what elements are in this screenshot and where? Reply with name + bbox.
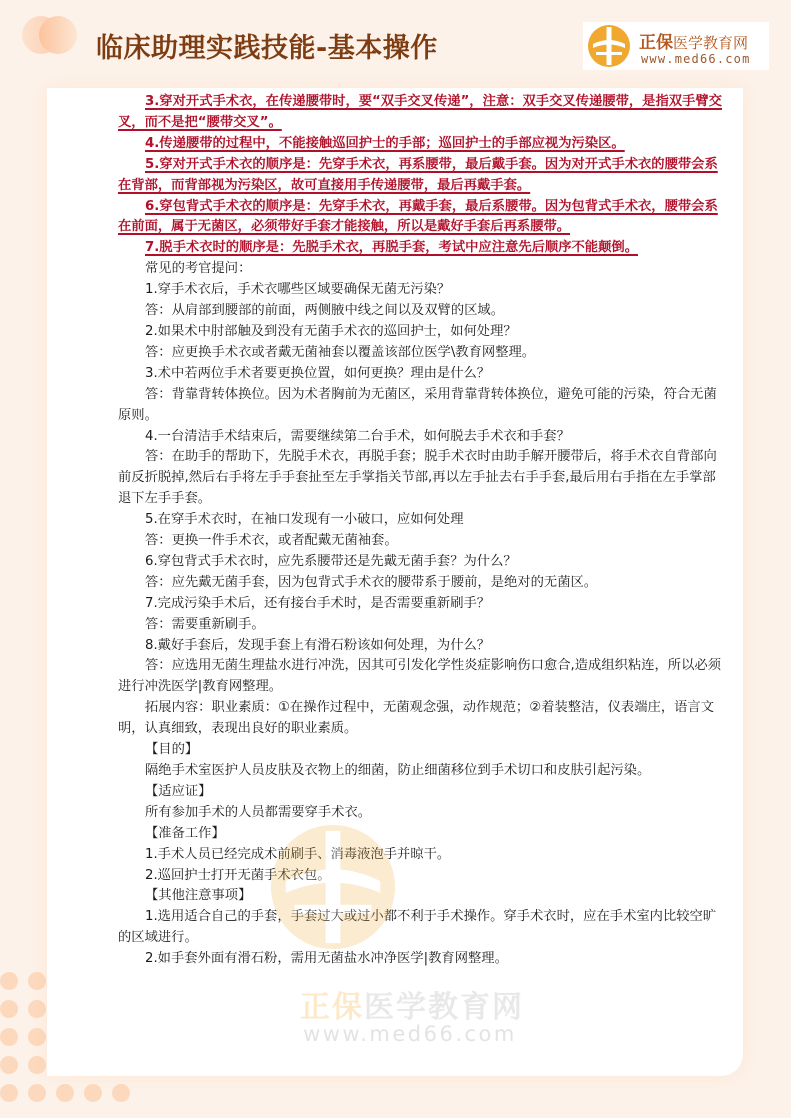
answer: 答：应先戴无菌手套，因为包背式手术衣的腰带系于腰前，是绝对的无菌区。 <box>145 574 598 590</box>
brand-logo <box>583 22 769 70</box>
question: 7.完成污染手术后，还有接台手术时，是否需要重新刷手？ <box>145 595 491 611</box>
highlighted-note: 7.脱手术衣时的顺序是：先脱手术衣，再脱手套，考试中应注意先后顺序不能颠倒。 <box>145 240 638 256</box>
section-text: 所有参加手术的人员都需要穿手术衣。 <box>145 804 372 820</box>
question: 2.如果术中肘部触及到没有无菌手术衣的巡回护士，如何处理？ <box>145 323 517 339</box>
logo-brand-text: 正保医学教育网 <box>639 33 749 53</box>
section-heading-indications: 【适应证】 <box>145 783 212 799</box>
section-text: 隔绝手术室医护人员皮肤及衣物上的细菌，防止细菌移位到手术切口和皮肤引起污染。 <box>145 763 651 778</box>
question: 3.术中若两位手术者要更换位置，如何更换？理由是什么？ <box>145 365 491 381</box>
question: 8.戴好手套后，发现手套上有滑石粉该如何处理，为什么？ <box>145 637 491 653</box>
section-text: 1.选用适合自己的手套，手套过大或过小都不利于手术操作。穿手术衣时，应在手术室内比较空旷的区域进行。 <box>118 909 717 946</box>
section-heading-precautions: 【其他注意事项】 <box>145 888 252 904</box>
highlighted-note: 5.穿对开式手术衣的顺序是：先穿手术衣，再系腰带，最后戴手套。因为对开式手术衣的腰带会系在背部，而背部视为污染区，故可直接用手传递腰带，最后再戴手套。 <box>118 156 718 193</box>
highlighted-note: 6.穿包背式手术衣的顺序是：先穿手术衣，再戴手套，最后系腰带。因为包背式手术衣，腰带会系在前面，属于无菌区，必须带好手套才能接触，所以是戴好手套后再系腰带。 <box>118 198 718 235</box>
document-card <box>47 88 743 1076</box>
answer: 答：从肩部到腰部的前面，两侧腋中线之间以及双臂的区域。 <box>145 303 505 319</box>
highlighted-note: 3.穿对开式手术衣，在传递腰带时，要“双手交叉传递”，注意：双手交叉传递腰带，是指双手臂交叉，而不是把“腰带交叉”。 <box>118 94 722 130</box>
section-text: 2.巡回护士打开无菌手术衣包。 <box>145 867 331 883</box>
answer: 答：更换一件手术衣，或者配戴无菌袖套。 <box>145 533 398 549</box>
highlighted-note: 4.传递腰带的过程中，不能接触巡回护士的手部；巡回护士的手部应视为污染区。 <box>145 135 625 151</box>
page-title: 临床助理实践技能-基本操作 <box>96 33 438 64</box>
section-text: 1.手术人员已经完成术前刷手、消毒液泡手并晾干。 <box>145 846 451 862</box>
logo-emblem-icon <box>587 24 631 68</box>
document-body <box>118 92 724 970</box>
section-heading-purpose: 【目的】 <box>145 742 199 758</box>
decorative-circles <box>22 16 82 56</box>
section-heading-preparation: 【准备工作】 <box>145 825 225 841</box>
watermark: 正保医学教育网 www.med66.com <box>300 990 524 1046</box>
qa-heading: 常见的考官提问： <box>145 261 252 277</box>
answer: 答：应更换手术衣或者戴无菌袖套以覆盖该部位医学\教育网整理。 <box>145 344 536 360</box>
extension-content: 拓展内容：职业素质：①在操作过程中，无菌观念强，动作规范；②着装整洁，仪表端庄，语言文明，认真细致，表现出良好的职业素质。 <box>118 700 715 737</box>
section-text: 2.如手套外面有滑石粉，需用无菌盐水冲净医学|教育网整理。 <box>145 951 508 967</box>
answer: 答：在助手的帮助下，先脱手术衣，再脱手套；脱手术衣时由助手解开腰带后，将手术衣自背部向前反折脱掉,然后右手将左手手套扯至左手掌指关节部,再以左手扯去右手手套,最后用右手指在左手掌部退下左手手套。 <box>118 449 717 507</box>
question: 5.在穿手术衣时，在袖口发现有一小破口，应如何处理 <box>145 512 464 528</box>
answer: 答：背靠背转体换位。因为术者胸前为无菌区，采用背靠背转体换位，避免可能的污染，符合无菌原则。 <box>118 386 717 423</box>
question: 6.穿包背式手术衣时，应先系腰带还是先戴无菌手套？为什么？ <box>145 553 517 569</box>
question: 1.穿手术衣后，手术衣哪些区域要确保无菌无污染？ <box>145 282 451 298</box>
answer: 答：需要重新刷手。 <box>145 616 265 632</box>
logo-url: www.med66.com <box>641 52 751 66</box>
question: 4.一台清洁手术结束后，需要继续第二台手术，如何脱去手术衣和手套？ <box>145 428 570 444</box>
answer: 答：应选用无菌生理盐水进行冲洗，因其可引发化学性炎症影响伤口愈合,造成组织粘连，所以必须进行冲洗医学|教育网整理。 <box>118 658 721 695</box>
